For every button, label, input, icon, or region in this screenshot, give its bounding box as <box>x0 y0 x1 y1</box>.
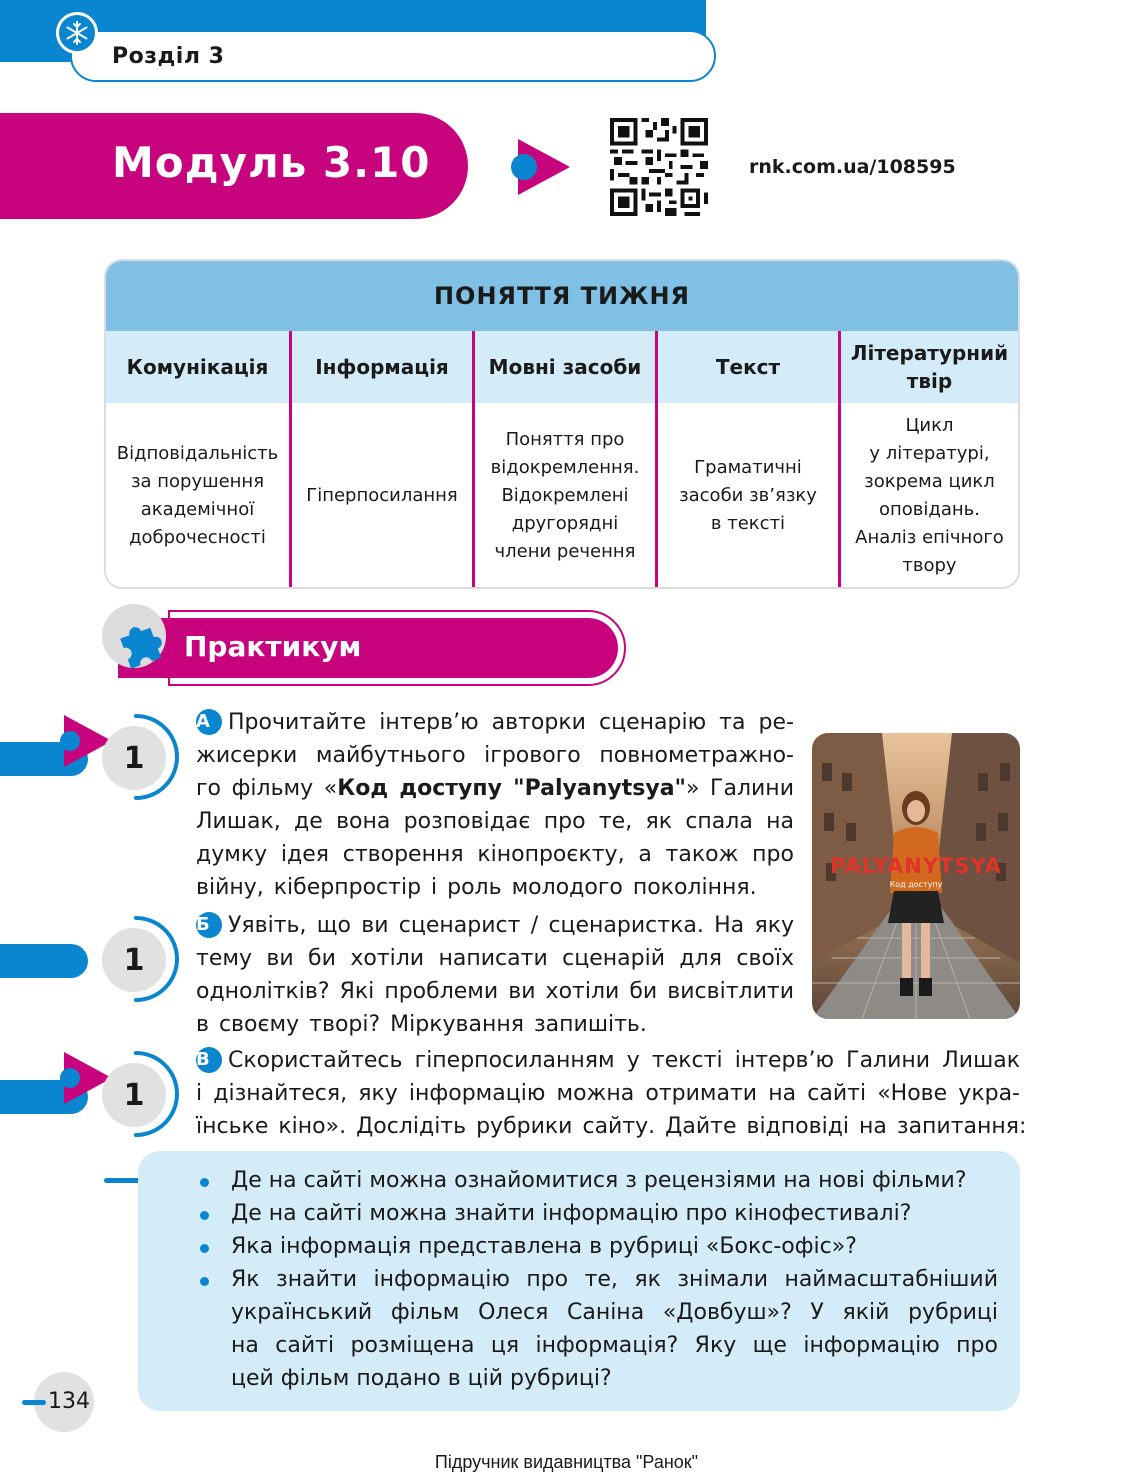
page-number: 134 <box>48 1389 90 1414</box>
concepts-header-text: Текст <box>655 331 838 403</box>
qr-code-icon <box>610 118 708 216</box>
concepts-value-text: Граматичні засоби зв’язку в тексті <box>655 403 838 589</box>
praktykum-title: Практикум <box>184 630 362 663</box>
concepts-header-language: Мовні засоби <box>472 331 655 403</box>
page-number-dash <box>22 1400 46 1405</box>
puzzle-icon <box>112 620 170 672</box>
snowflake-icon <box>56 12 98 54</box>
concepts-value-communication: Відповідальність за порушення академічної доброчесності <box>116 443 279 548</box>
task-a-arc <box>96 712 186 802</box>
task-a-text: А Прочитайте інтерв’ю авторки сценарію та ре- жисерки майбутнього ігрового повнометражно- го фільму «Код доступу "Palyanytsya"» Галини Лишак, де вона розповідає про те, як спала на думку ідея створення кінопроєкту, а також про війну, кіберпростір і роль молодого покоління. <box>196 710 794 900</box>
film-poster <box>812 733 1020 1019</box>
section-label: Розділ 3 <box>112 44 225 69</box>
concepts-header-communication: Комунікація <box>106 331 289 403</box>
task-b-bar <box>0 944 88 978</box>
task-a-level: 1 <box>102 726 166 790</box>
concepts-value-information: Гіперпосилання <box>289 403 472 589</box>
question-item: Де на сайті можна знайти інформацію про кінофестивалі? <box>200 1197 998 1230</box>
concepts-header-literature: Літературний твір <box>838 331 1018 403</box>
question-item: Де на сайті можна ознайомитися з рецензіями на нові фільми? <box>200 1164 998 1197</box>
task-v-text: В Скористайтесь гіперпосиланням у тексті інтерв’ю Галини Лишак і дізнайтеся, яку інформацію можна отримати на сайті «Нове укра- їнське кіно». Дослідіть рубрики сайту. Дайте відповіді на запитання: <box>196 1048 1027 1139</box>
resource-link[interactable]: rnk.com.ua/108595 <box>749 156 956 178</box>
film-title: Код доступу "Palyanytsya" <box>337 776 686 801</box>
module-title: Модуль 3.10 <box>112 138 431 187</box>
questions-list <box>200 1164 998 1395</box>
play-icon[interactable] <box>508 135 572 199</box>
task-b-level: 1 <box>102 928 166 992</box>
task-b-arc <box>96 914 186 1004</box>
concepts-value-language: Поняття про відокремлення. Відокремлені другорядні члени речення <box>472 403 655 589</box>
poster-title: PALYANYTSYA <box>830 854 1002 878</box>
task-v-arc <box>96 1049 186 1139</box>
concepts-table <box>104 259 1020 589</box>
task-b-text: Б Уявіть, що ви сценарист / сценаристка. На яку тему ви би хотіли написати сценарій для своїх однолітків? Які проблеми ви хотіли би висвітлити в своєму творі? Міркування запишіть. <box>196 913 794 1037</box>
task-v-letter: В <box>196 1047 222 1073</box>
task-b-letter: Б <box>196 912 222 938</box>
concepts-title: ПОНЯТТЯ ТИЖНЯ <box>106 261 1018 331</box>
concepts-value-literature: Цикл у літературі, зокрема цикл оповідань. Аналіз епічного твору <box>838 403 1018 589</box>
concepts-header-information: Інформація <box>289 331 472 403</box>
publisher-footer: Підручник видавництва "Ранок" <box>434 1452 699 1472</box>
question-item: Яка інформація представлена в рубриці «Бокс-офіс»? <box>200 1230 998 1263</box>
task-a-letter: А <box>196 709 222 735</box>
poster-subtitle: Код доступу <box>889 880 943 889</box>
question-item: Як знайти інформацію про те, як знімали наймасштабніший український фільм Олеся Саніна «Довбуш»? У якій рубриці на сайті розміщена ця інформація? Яку ще інформацію про цей фільм подано в цій рубриці? <box>200 1263 998 1395</box>
task-v-level: 1 <box>102 1063 166 1127</box>
